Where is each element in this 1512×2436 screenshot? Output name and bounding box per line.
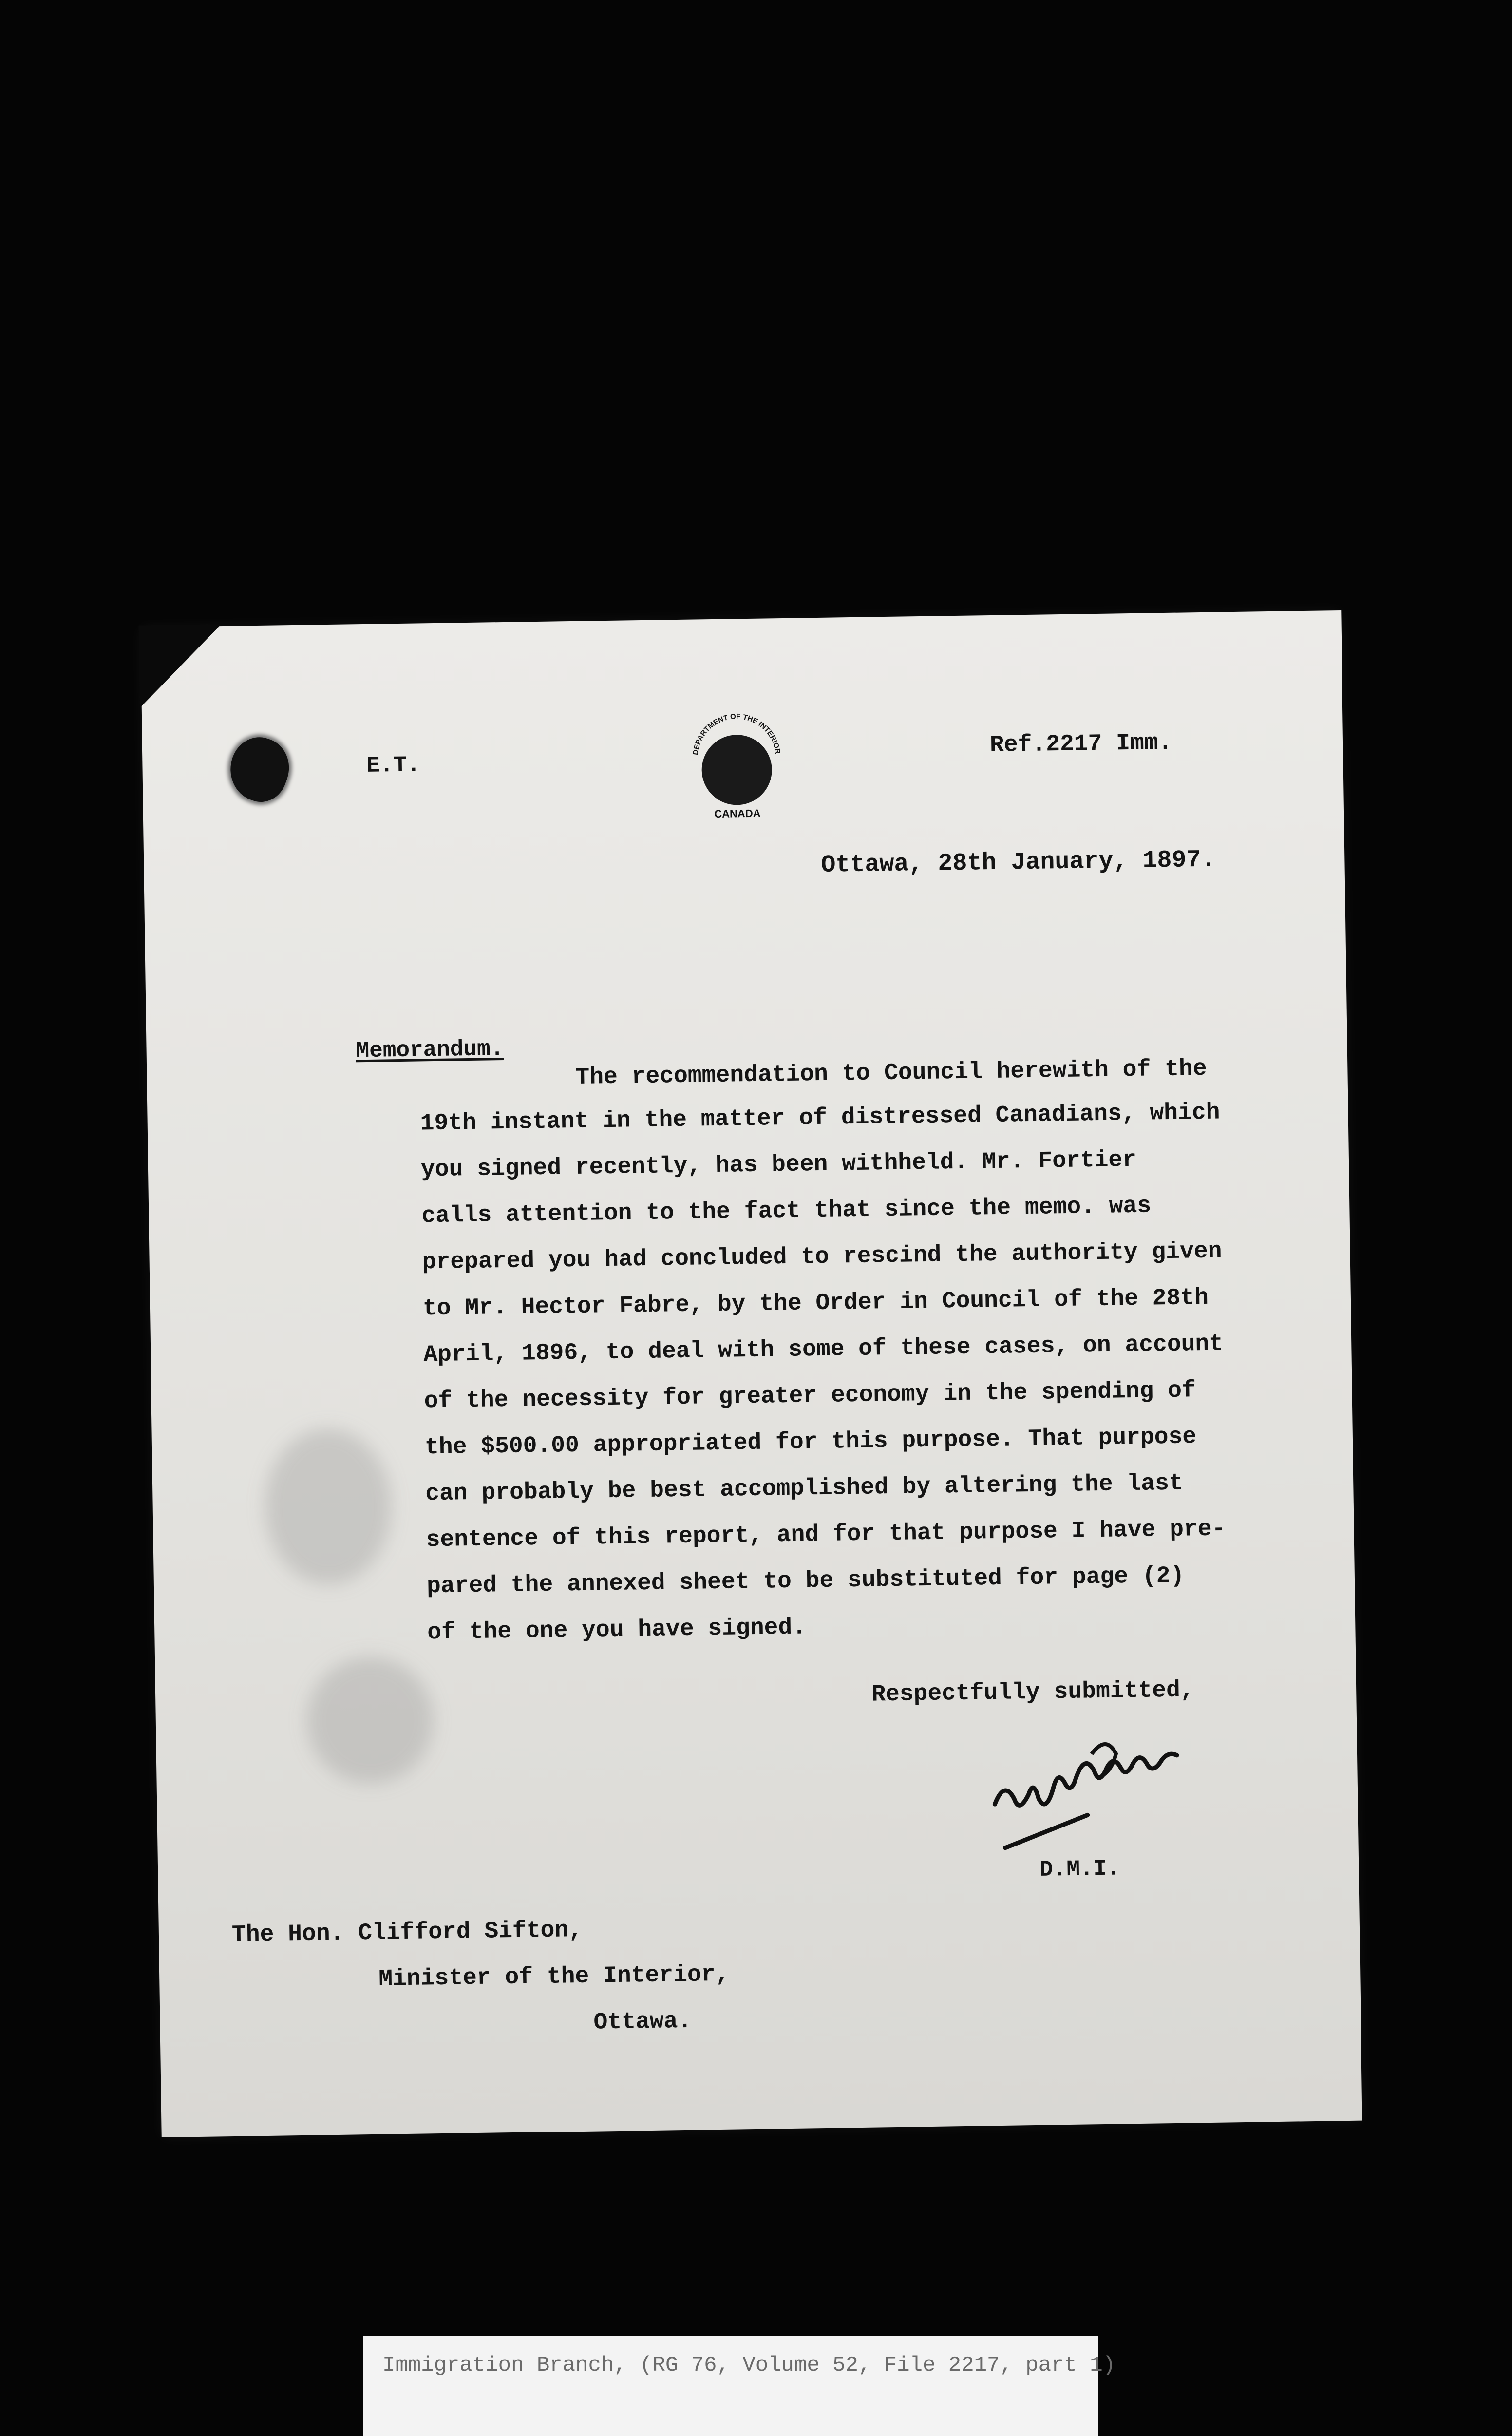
crest-icon	[682, 704, 791, 822]
body-line: pared the annexed sheet to be substituted for page (2)	[426, 1562, 1185, 1600]
body-line: to Mr. Hector Fabre, by the Order in Council of the 28th	[422, 1284, 1209, 1322]
addressee-line: The Hon. Clifford Sifton,	[231, 1917, 583, 1949]
crest-bottom-text: CANADA	[714, 807, 761, 820]
body-line: the $500.00 appropriated for this purpose. That purpose	[424, 1424, 1197, 1461]
body-line: sentence of this report, and for that purpose I have pre-	[426, 1516, 1226, 1554]
stain-mark	[264, 1427, 392, 1585]
closing-line: Respectfully submitted,	[871, 1677, 1195, 1708]
date-line: Ottawa, 28th January, 1897.	[821, 846, 1216, 879]
sender-initials: E.T.	[366, 752, 421, 779]
addressee-line: Minister of the Interior,	[378, 1961, 730, 1993]
body-line: can probably be best accomplished by altering the last	[425, 1470, 1184, 1507]
body-line: calls attention to the fact that since the memo. was	[421, 1193, 1152, 1230]
body-line: The recommendation to Council herewith of the	[575, 1055, 1207, 1091]
archive-reference-label	[363, 2336, 1116, 2436]
body-line: you signed recently, has been withheld. Mr. Fortier	[420, 1146, 1137, 1183]
signature-icon	[984, 1728, 1239, 1858]
reference-number: Ref.2217 Imm.	[989, 729, 1172, 759]
crest-top-text: DEPARTMENT OF THE INTERIOR	[691, 712, 782, 756]
body-line: of the one you have signed.	[427, 1614, 807, 1646]
signature-title: D.M.I.	[1039, 1856, 1121, 1883]
body-line: prepared you had concluded to rescind the authority given	[422, 1238, 1222, 1276]
folded-corner	[138, 624, 222, 708]
memorandum-sheet	[140, 610, 1362, 2137]
stain-mark	[306, 1656, 435, 1785]
archive-reference-text: Immigration Branch, (RG 76, Volume 52, File 2217, part 1)	[382, 2353, 1116, 2378]
body-line: of the necessity for greater economy in the spending of	[424, 1377, 1196, 1415]
torn-hole	[222, 730, 298, 809]
body-line: 19th instant in the matter of distressed Canadians, which	[420, 1099, 1220, 1137]
body-line: April, 1896, to deal with some of these cases, on account	[423, 1331, 1224, 1369]
addressee-line: Ottawa.	[593, 2008, 692, 2036]
memo-heading: Memorandum.	[356, 1036, 504, 1064]
